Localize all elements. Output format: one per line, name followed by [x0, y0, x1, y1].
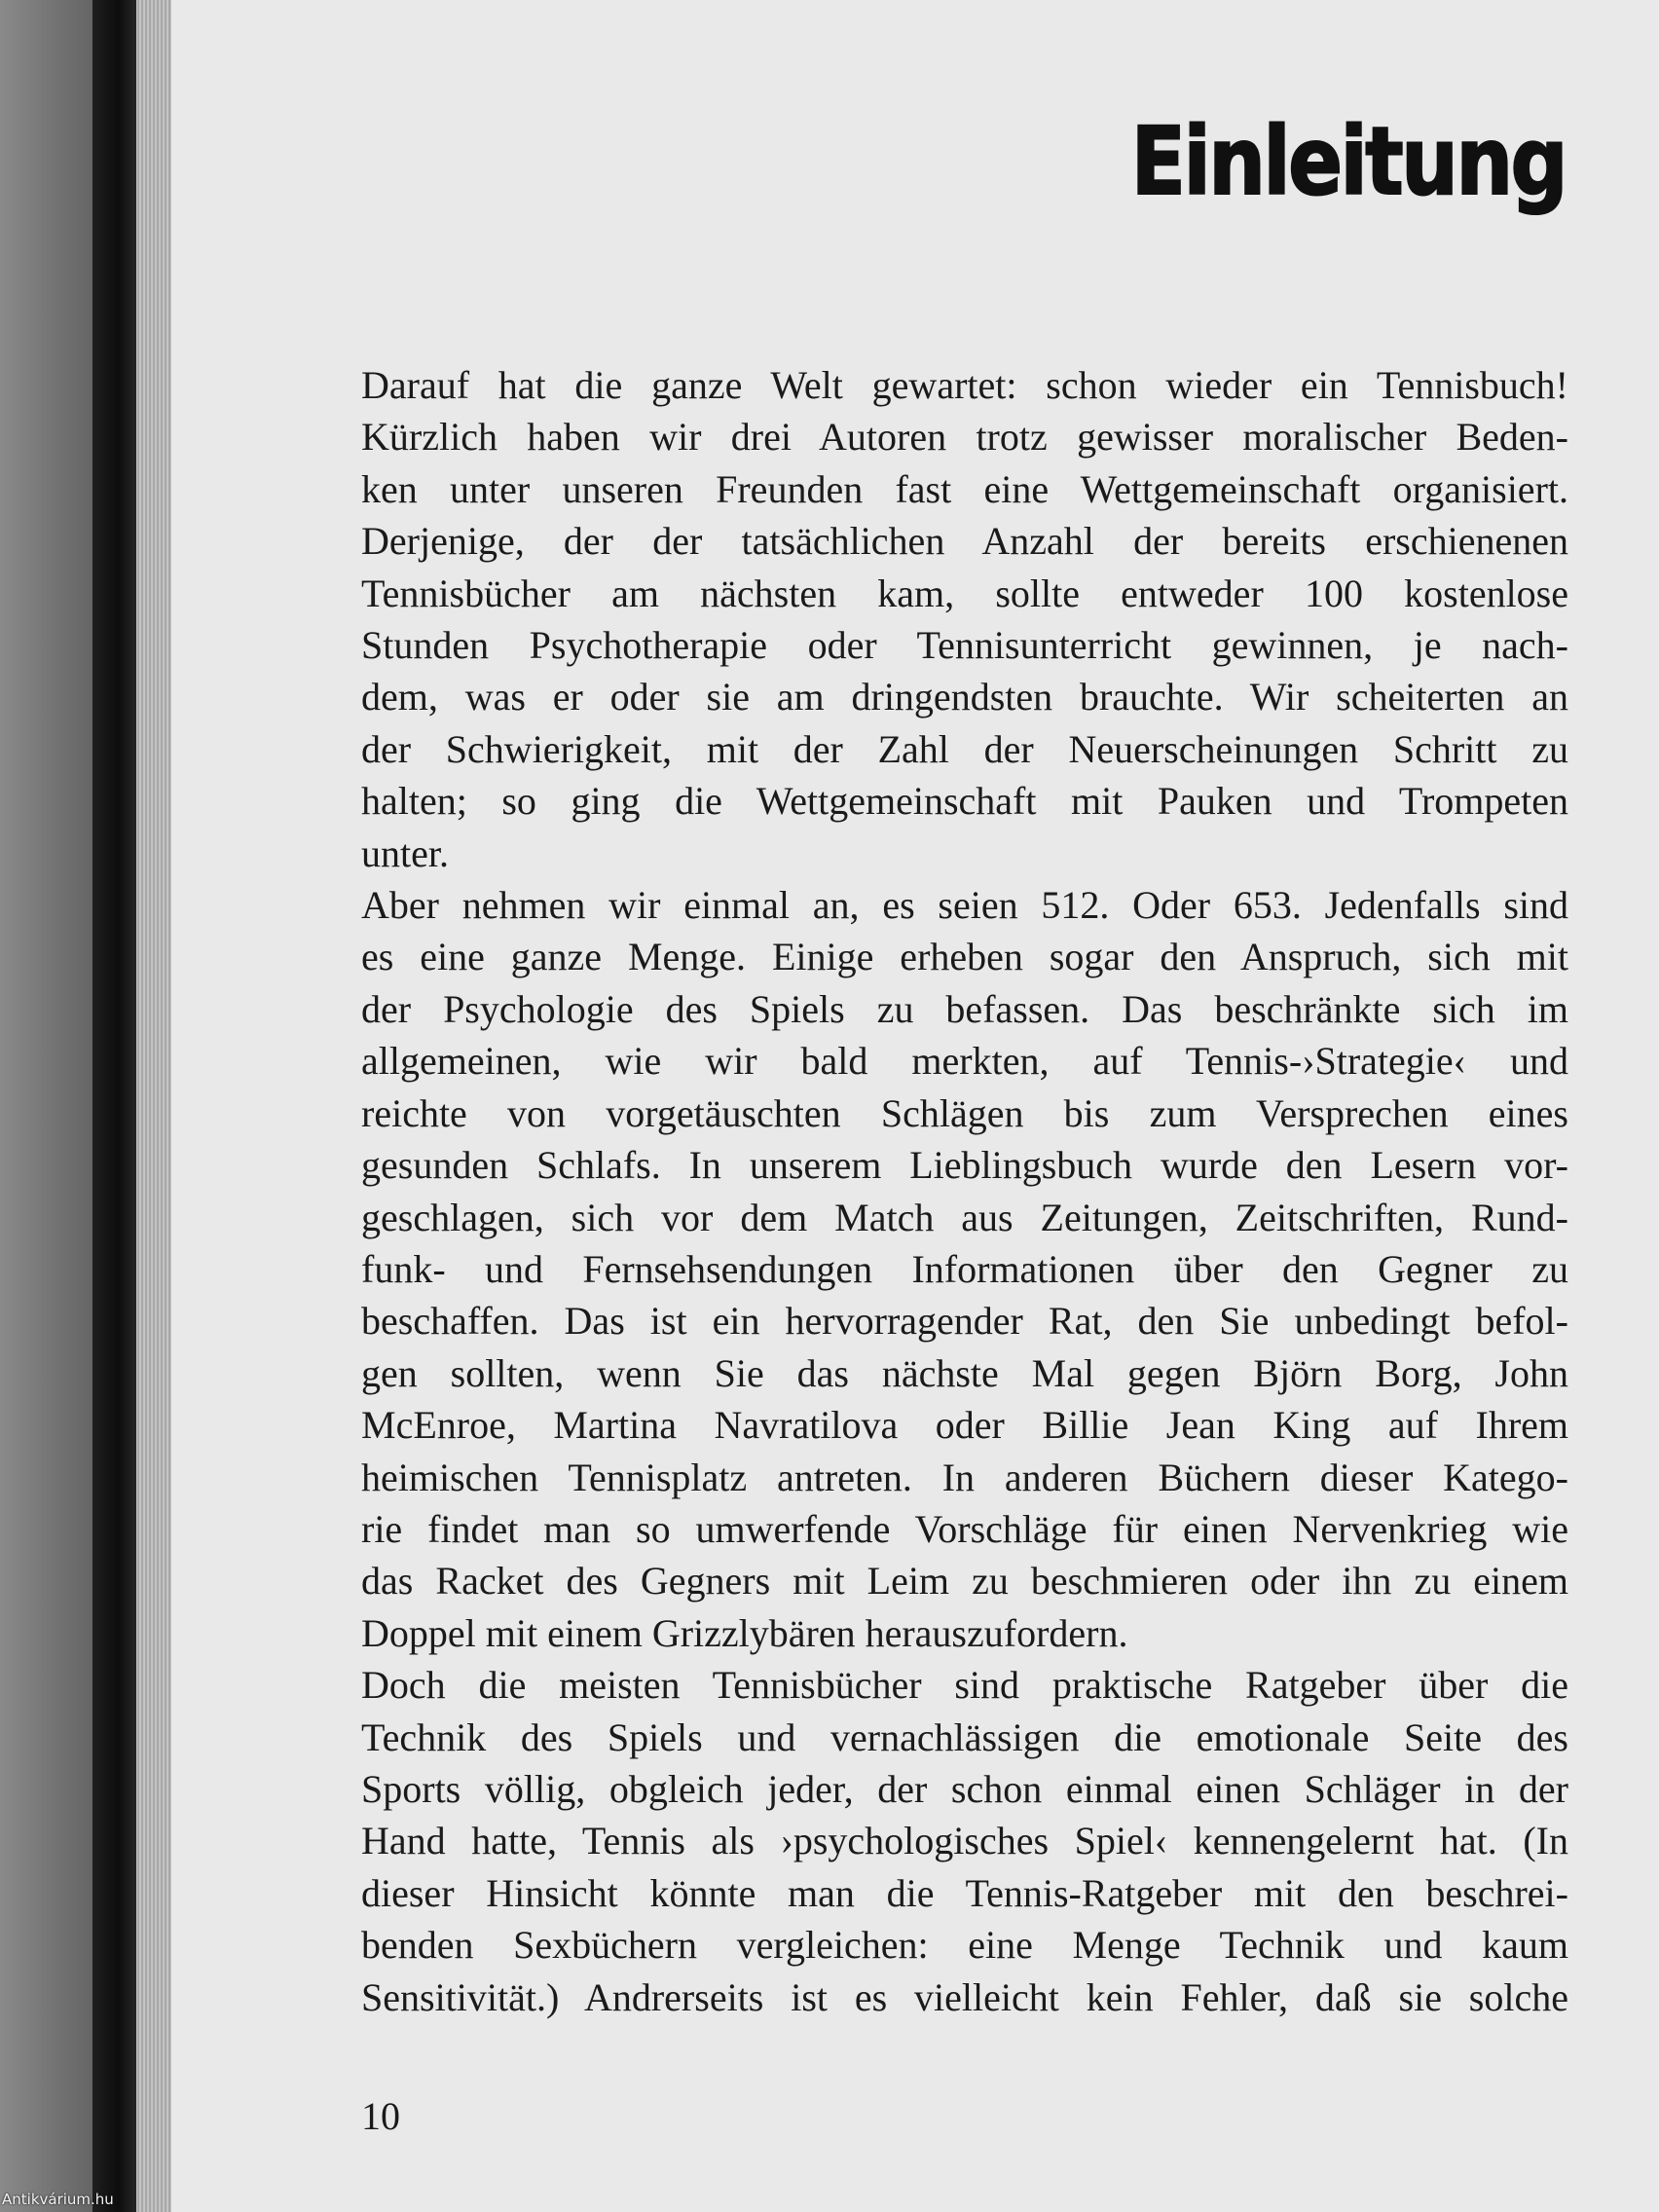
text-line: dem, was er oder sie am dringendsten brauchte. Wir scheiterten an [361, 675, 1568, 719]
text-line: Darauf hat die ganze Welt gewartet: schon wieder ein Tennisbuch! [361, 363, 1568, 407]
watermark: Antikvárium.hu [2, 2191, 114, 2208]
page-number: 10 [361, 2094, 400, 2138]
text-line: allgemeinen, wie wir bald merkten, auf Tennis-›Strategie‹ und [361, 1039, 1568, 1084]
text-line: McEnroe, Martina Navratilova oder Billie Jean King auf Ihrem [361, 1403, 1568, 1448]
text-line: der Psychologie des Spiels zu befassen. Das beschränkte sich im [361, 986, 1568, 1031]
body-text [361, 359, 1568, 2023]
page-edges [136, 0, 171, 2212]
text-line: Technik des Spiels und vernachlässigen die emotionale Seite des [361, 1714, 1568, 1759]
text-line: rie findet man so umwerfende Vorschläge für einen Nervenkrieg wie [361, 1506, 1568, 1551]
text-line: Sensitivität.) Andrerseits ist es vielleicht kein Fehler, daß sie solche [361, 1974, 1568, 2019]
text-line: halten; so ging die Wettgemeinschaft mit Pauken und Trompeten [361, 779, 1568, 824]
text-line: beschaffen. Das ist ein hervorragender Rat, den Sie unbedingt befol- [361, 1299, 1568, 1344]
text-line: Tennisbücher am nächsten kam, sollte entweder 100 kostenlose [361, 571, 1568, 615]
text-line: unter. [361, 830, 449, 875]
text-line: geschlagen, sich vor dem Match aus Zeitungen, Zeitschriften, Rund- [361, 1195, 1568, 1239]
text-line: heimischen Tennisplatz antreten. In anderen Büchern dieser Katego- [361, 1455, 1568, 1499]
text-line: Kürzlich haben wir drei Autoren trotz gewisser moralischer Beden- [361, 415, 1568, 460]
text-line: der Schwierigkeit, mit der Zahl der Neuerscheinungen Schritt zu [361, 726, 1568, 771]
text-line: benden Sexbüchern vergleichen: eine Menge Technik und kaum [361, 1923, 1568, 1968]
text-line: Stunden Psychotherapie oder Tennisunterricht gewinnen, je nach- [361, 623, 1568, 668]
text-line: gen sollten, wenn Sie das nächste Mal gegen Björn Borg, John [361, 1350, 1568, 1395]
book-page [171, 0, 1659, 2212]
text-line: dieser Hinsicht könnte man die Tennis-Ratgeber mit den beschrei- [361, 1870, 1568, 1915]
text-line: Doch die meisten Tennisbücher sind praktische Ratgeber über die [361, 1663, 1568, 1708]
text-line: Doppel mit einem Grizzlybären herauszufordern. [361, 1610, 1128, 1655]
text-line: es eine ganze Menge. Einige erheben sogar den Anspruch, sich mit [361, 935, 1568, 979]
text-line: Hand hatte, Tennis als ›psychologisches Spiel‹ kennengelernt hat. (In [361, 1819, 1568, 1863]
chapter-heading: Einleitung [1130, 107, 1566, 216]
text-line: das Racket des Gegners mit Leim zu beschmieren oder ihn zu einem [361, 1559, 1568, 1604]
text-line: funk- und Fernsehsendungen Informationen über den Gegner zu [361, 1246, 1568, 1291]
text-line: Aber nehmen wir einmal an, es seien 512. Oder 653. Jedenfalls sind [361, 883, 1568, 928]
text-line: gesunden Schlafs. In unserem Lieblingsbuch wurde den Lesern vor- [361, 1143, 1568, 1188]
text-line: Derjenige, der der tatsächlichen Anzahl der bereits erschienenen [361, 519, 1568, 564]
text-line: Sports völlig, obgleich jeder, der schon einmal einen Schläger in der [361, 1766, 1568, 1811]
text-line: ken unter unseren Freunden fast eine Wettgemeinschaft organisiert. [361, 466, 1568, 511]
book-spine [92, 0, 136, 2212]
text-line: reichte von vorgetäuschten Schlägen bis zum Versprechen eines [361, 1090, 1568, 1135]
